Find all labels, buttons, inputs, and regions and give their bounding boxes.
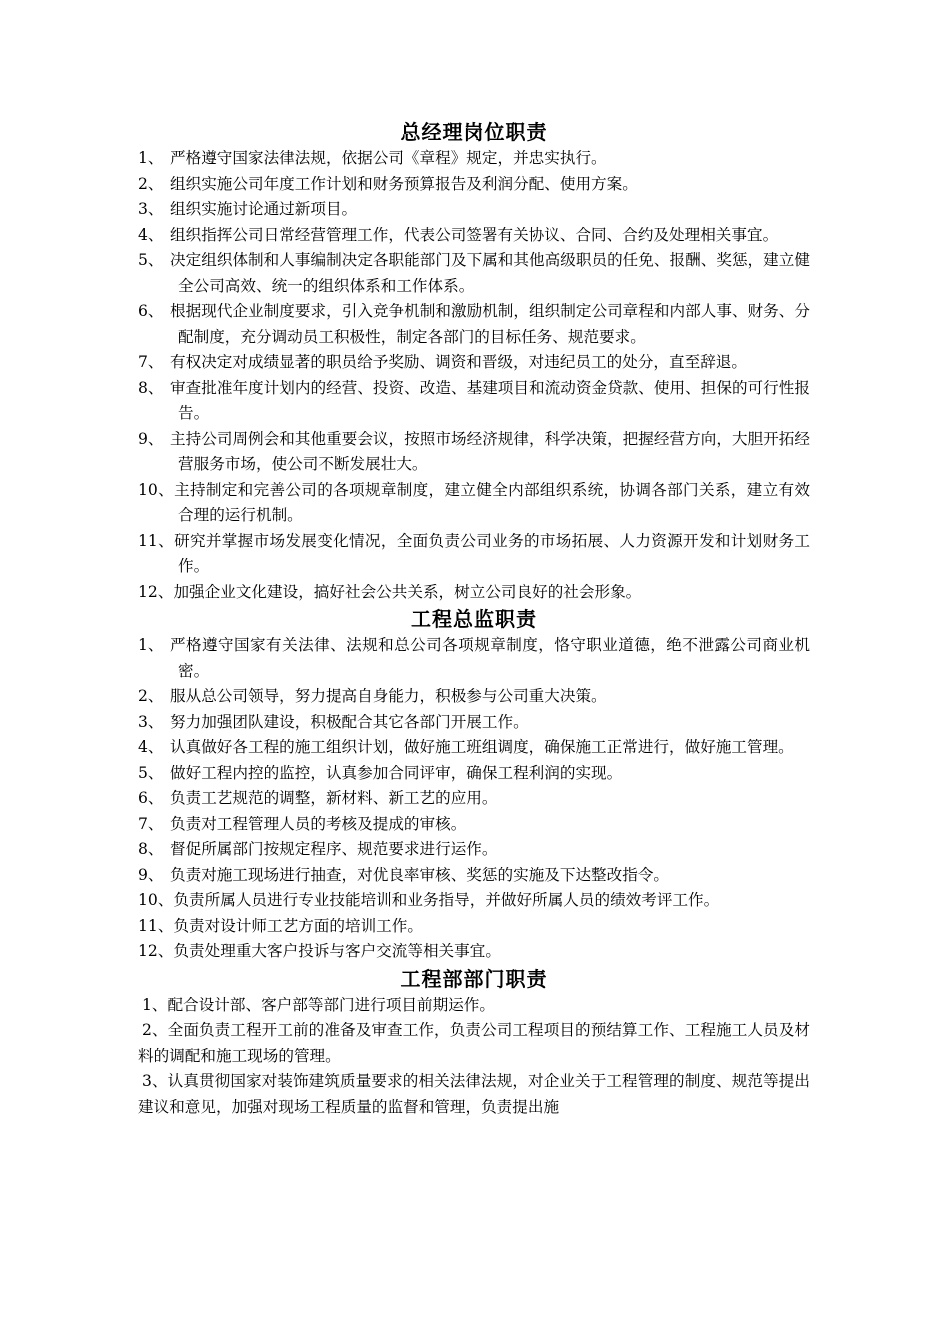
item-text: 督促所属部门按规定程序、规范要求进行运作。 [170, 840, 498, 858]
item-number: 11、 [138, 531, 175, 550]
list-item [138, 735, 810, 761]
item-number: 2、 [138, 687, 164, 705]
item-text: 主持公司周例会和其他重要会议，按照市场经济规律，科学决策，把握经营方向，大胆开拓经营服务市场，使公司不断发展壮大。 [170, 429, 810, 473]
document-page [138, 118, 810, 1120]
list-item [138, 684, 810, 710]
list-item [138, 1069, 810, 1120]
list-item [138, 299, 810, 350]
item-number: 7、 [138, 353, 164, 371]
item-number: 9、 [138, 429, 164, 448]
item-number: 11、 [138, 916, 174, 935]
item-text: 审查批准年度计划内的经营、投资、改造、基建项目和流动资金贷款、使用、担保的可行性报告。 [170, 378, 810, 422]
item-text: 根据现代企业制度要求，引入竞争机制和激励机制，组织制定公司章程和内部人事、财务、分配制度，充分调动员工积极性，制定各部门的目标任务、规范要求。 [170, 302, 810, 346]
item-number: 9、 [138, 865, 164, 884]
item-text: 全面负责工程开工前的准备及审查工作，负责公司工程项目的预结算工作、工程施工人员及材料的调配和施工现场的管理。 [138, 1021, 810, 1065]
item-text: 负责处理重大客户投诉与客户交流等相关事宜。 [173, 942, 501, 960]
list-item [138, 633, 810, 684]
item-number: 4、 [138, 738, 164, 756]
list-item [138, 837, 810, 863]
item-text: 努力加强团队建设，积极配合其它各部门开展工作。 [170, 712, 529, 731]
list-item [138, 812, 810, 838]
item-text: 组织指挥公司日常经营管理工作，代表公司签署有关协议、合同、合约及处理相关事宜。 [170, 225, 779, 244]
item-text: 组织实施讨论通过新项目。 [170, 200, 358, 218]
item-number: 1、 [138, 636, 164, 654]
item-text: 负责工艺规范的调整，新材料、新工艺的应用。 [170, 789, 498, 807]
list-item [138, 580, 810, 606]
list-item [138, 939, 810, 965]
item-number: 3、 [138, 200, 164, 218]
item-text: 负责对施工现场进行抽查，对优良率审核、奖惩的实施及下达整改指令。 [170, 865, 670, 884]
item-number: 6、 [138, 789, 164, 807]
list-item [138, 1018, 810, 1069]
list-item [138, 223, 810, 249]
item-number: 10、 [138, 891, 174, 909]
item-text: 组织实施公司年度工作计划和财务预算报告及利润分配、使用方案。 [170, 174, 638, 193]
item-number: 3、 [138, 712, 164, 731]
item-text: 服从总公司领导，努力提高自身能力，积极参与公司重大决策。 [170, 687, 607, 705]
list-item [138, 863, 810, 889]
item-text: 负责对工程管理人员的考核及提成的审核。 [170, 814, 467, 833]
section-title-general-manager: 总经理岗位职责 [400, 120, 548, 144]
list-item [138, 146, 810, 172]
list-item [138, 914, 810, 940]
item-text: 有权决定对成绩显著的职员给予奖励、调资和晋级，对违纪员工的处分，直至辞退。 [170, 353, 747, 371]
item-number: 1、 [138, 149, 164, 167]
list-item [138, 478, 810, 529]
list-item [138, 427, 810, 478]
section-list-engineering-department [138, 993, 810, 1121]
list-item [138, 248, 810, 299]
list-item [138, 197, 810, 223]
item-number: 5、 [138, 763, 164, 782]
item-number: 2、 [142, 1021, 168, 1039]
item-text: 决定组织体制和人事编制决定各职能部门及下属和其他高级职员的任免、报酬、奖惩，建立健全公司高效、统一的组织体系和工作体系。 [170, 251, 810, 295]
item-number: 10、 [138, 480, 175, 499]
item-number: 5、 [138, 251, 164, 269]
list-item [138, 761, 810, 787]
item-text: 严格遵守国家法律法规，依据公司《章程》规定，并忠实执行。 [170, 149, 607, 167]
section-title-engineering-department: 工程部部门职责 [400, 966, 548, 991]
section-list-engineering-director [138, 633, 810, 965]
item-text: 负责所属人员进行专业技能培训和业务指导，并做好所属人员的绩效考评工作。 [173, 891, 720, 909]
item-number: 8、 [138, 840, 164, 858]
item-text: 认真贯彻国家对装饰建筑质量要求的相关法律法规，对企业关于工程管理的制度、规范等提出建议和意见，加强对现场工程质量的监督和管理，负责提出施 [138, 1072, 810, 1116]
list-item [138, 376, 810, 427]
list-item [138, 710, 810, 736]
item-number: 6、 [138, 302, 164, 320]
list-item [138, 172, 810, 198]
section-title-engineering-director: 工程总监职责 [411, 607, 537, 631]
item-number: 4、 [138, 225, 164, 244]
item-text: 负责对设计师工艺方面的培训工作。 [173, 916, 423, 935]
list-item [138, 350, 810, 376]
item-text: 认真做好各工程的施工组织计划，做好施工班组调度，确保施工正常进行，做好施工管理。 [170, 738, 794, 756]
item-number: 2、 [138, 174, 164, 193]
item-number: 8、 [138, 378, 164, 397]
list-item [138, 529, 810, 580]
item-number: 12、 [138, 942, 174, 960]
item-number: 3、 [142, 1072, 168, 1090]
list-item [138, 993, 810, 1019]
item-number: 12、 [138, 582, 174, 601]
list-item [138, 786, 810, 812]
item-text: 主持制定和完善公司的各项规章制度，建立健全内部组织系统，协调各部门关系，建立有效合理的运行机制。 [174, 480, 810, 524]
item-number: 1、 [142, 995, 168, 1014]
item-text: 研究并掌握市场发展变化情况，全面负责公司业务的市场拓展、人力资源开发和计划财务工作。 [174, 531, 810, 575]
list-item [138, 888, 810, 914]
section-list-general-manager [138, 146, 810, 605]
item-text: 做好工程内控的监控，认真参加合同评审，确保工程利润的实现。 [170, 763, 623, 782]
item-text: 配合设计部、客户部等部门进行项目前期运作。 [167, 995, 495, 1014]
item-text: 加强企业文化建设，搞好社会公共关系，树立公司良好的社会形象。 [173, 582, 642, 601]
item-number: 7、 [138, 814, 164, 833]
item-text: 严格遵守国家有关法律、法规和总公司各项规章制度，恪守职业道德，绝不泄露公司商业机密。 [170, 636, 810, 680]
